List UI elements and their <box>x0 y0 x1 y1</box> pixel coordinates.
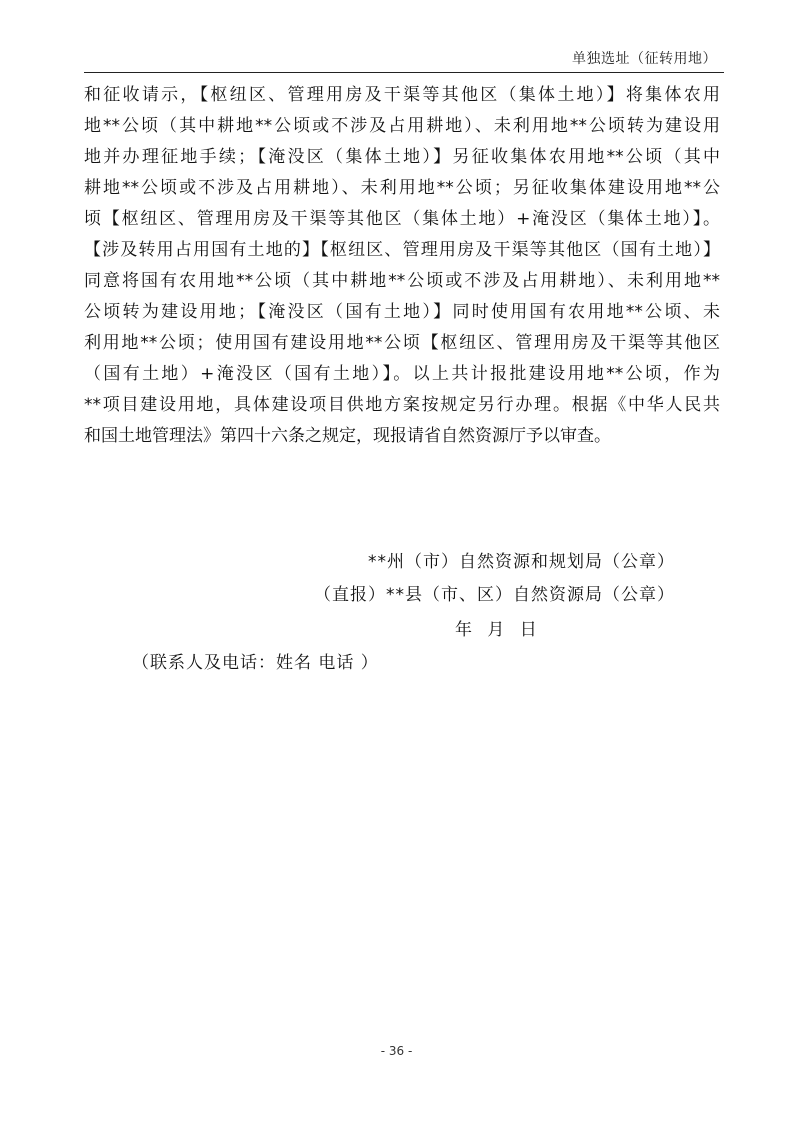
body-line: 顷【枢纽区、管理用房及干渠等其他区（集体土地）+淹没区（集体土地）】。 <box>84 209 720 229</box>
body-paragraph <box>84 80 720 452</box>
body-line: 和征收请示，【枢纽区、管理用房及干渠等其他区（集体土地）】将集体农用 <box>84 85 720 105</box>
page-number: - 36 - <box>380 1044 413 1058</box>
body-line: 利用地**公顷；使用国有建设用地**公顷【枢纽区、管理用房及干渠等其他区 <box>84 333 720 353</box>
body-line: 和国土地管理法》第四十六条之规定，现报请省自然资源厅予以审查。 <box>84 426 611 446</box>
body-line: 地并办理征地手续；【淹没区（集体土地）】另征收集体农用地**公顷（其中 <box>84 147 720 167</box>
contact-info: （联系人及电话：姓名 电话 ） <box>132 653 379 673</box>
signature-org-county: （直报）**县（市、区）自然资源局（公章） <box>314 585 675 605</box>
body-line: **项目建设用地，具体建设项目供地方案按规定另行办理。根据《中华人民共 <box>84 395 720 415</box>
body-line: （国有土地）+淹没区（国有土地）】。以上共计报批建设用地**公顷，作为 <box>84 364 720 384</box>
signature-date: 年 月 日 <box>455 620 539 640</box>
header-rule <box>84 72 724 73</box>
signature-org-prefecture: **州（市）自然资源和规划局（公章） <box>368 552 675 572</box>
body-line: 同意将国有农用地**公顷（其中耕地**公顷或不涉及占用耕地）、未利用地** <box>84 271 720 291</box>
body-line: 地**公顷（其中耕地**公顷或不涉及占用耕地）、未利用地**公顷转为建设用 <box>84 116 720 136</box>
body-line: 公顷转为建设用地；【淹没区（国有土地）】同时使用国有农用地**公顷、未 <box>84 302 720 322</box>
body-line: 【涉及转用占用国有土地的】【枢纽区、管理用房及干渠等其他区（国有土地）】 <box>84 240 720 260</box>
body-line: 耕地**公顷或不涉及占用耕地）、未利用地**公顷；另征收集体建设用地**公 <box>84 178 720 198</box>
running-header: 单独选址（征转用地） <box>572 51 717 67</box>
